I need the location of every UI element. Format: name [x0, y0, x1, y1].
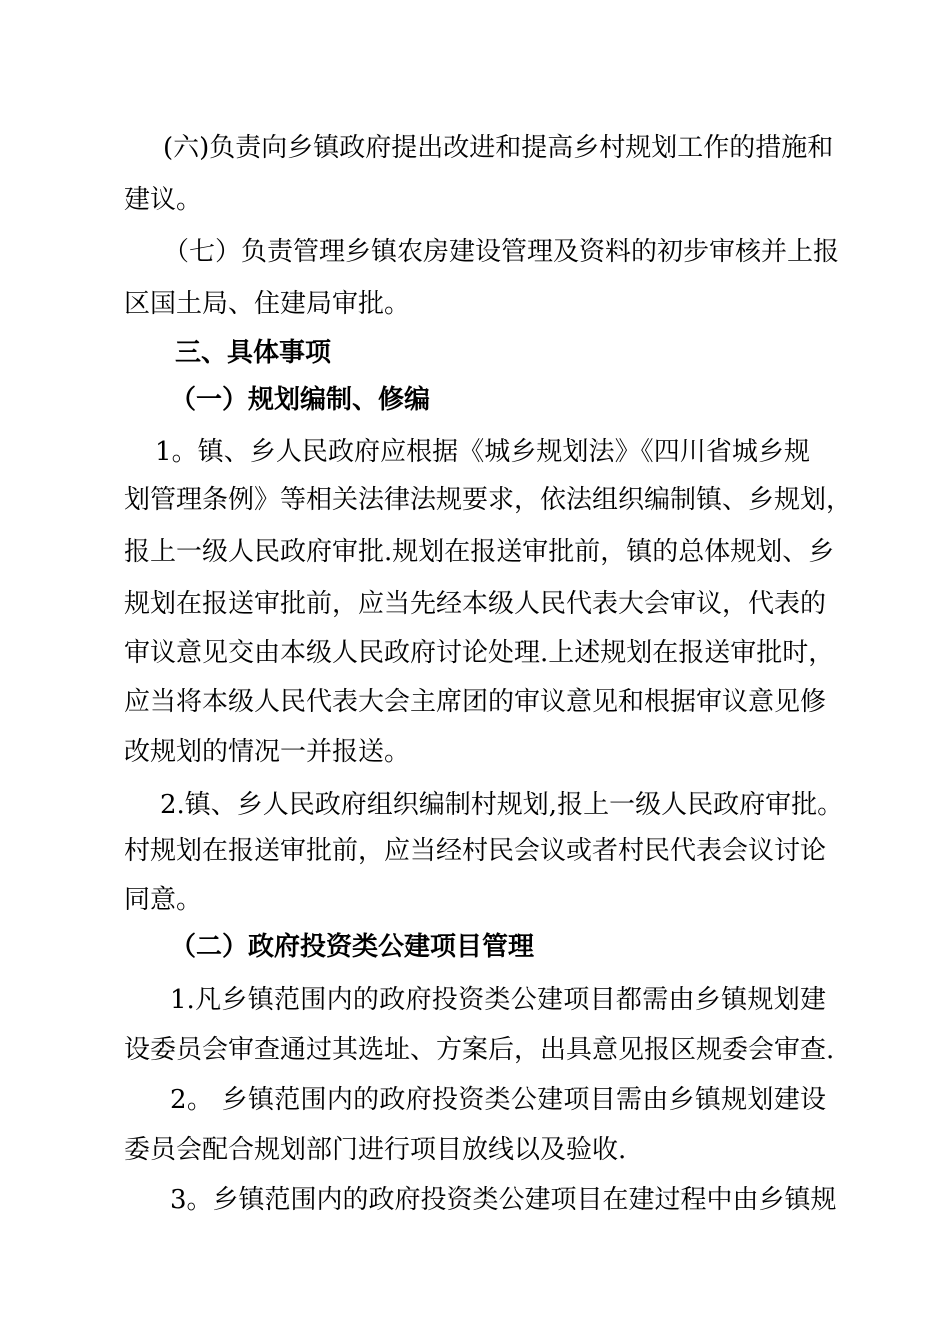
paragraph-line: 同意。 [124, 885, 203, 915]
paragraph-line: 2。 乡镇范围内的政府投资类公建项目需由乡镇规划建设 [170, 1085, 826, 1115]
paragraph-line: 村规划在报送审批前，应当经村民会议或者村民代表会议讨论 [124, 836, 827, 866]
paragraph-line: 规划在报送审批前，应当先经本级人民代表大会审议，代表的 [124, 589, 827, 619]
paragraph-line: 划管理条例》等相关法律法规要求，依法组织编制镇、乡规划， [124, 485, 853, 515]
paragraph-line: (六)负责向乡镇政府提出改进和提高乡村规划工作的措施和 [163, 133, 834, 163]
paragraph-line: 设委员会审查通过其选址、方案后，出具意见报区规委会审查. [124, 1035, 835, 1065]
paragraph-line: 委员会配合规划部门进行项目放线以及验收. [124, 1135, 627, 1165]
paragraph-line: 3。乡镇范围内的政府投资类公建项目在建过程中由乡镇规 [170, 1185, 837, 1215]
section-heading: 三、具体事项 [175, 338, 332, 368]
paragraph-line: 应当将本级人民代表大会主席团的审议意见和根据审议意见修 [124, 687, 827, 717]
paragraph-line: 报上一级人民政府审批.规划在报送审批前，镇的总体规划、乡 [124, 537, 835, 567]
subsection-heading: （二）政府投资类公建项目管理 [170, 932, 535, 962]
paragraph-line: 1。镇、乡人民政府应根据《城乡规划法》《四川省城乡规 [155, 437, 810, 467]
paragraph-line: 1.凡乡镇范围内的政府投资类公建项目都需由乡镇规划建 [170, 985, 826, 1015]
paragraph-line: 建议。 [124, 185, 203, 215]
paragraph-line: 区国土局、住建局审批。 [124, 289, 411, 319]
paragraph-line: 改规划的情况一并报送。 [124, 737, 411, 767]
subsection-heading: （一）规划编制、修编 [170, 385, 431, 415]
paragraph-line: （七）负责管理乡镇农房建设管理及资料的初步审核并上报 [163, 237, 840, 267]
paragraph-line: 2.镇、乡人民政府组织编制村规划,报上一级人民政府审批。 [160, 790, 844, 820]
paragraph-line: 审议意见交由本级人民政府讨论处理.上述规划在报送审批时， [124, 638, 835, 668]
